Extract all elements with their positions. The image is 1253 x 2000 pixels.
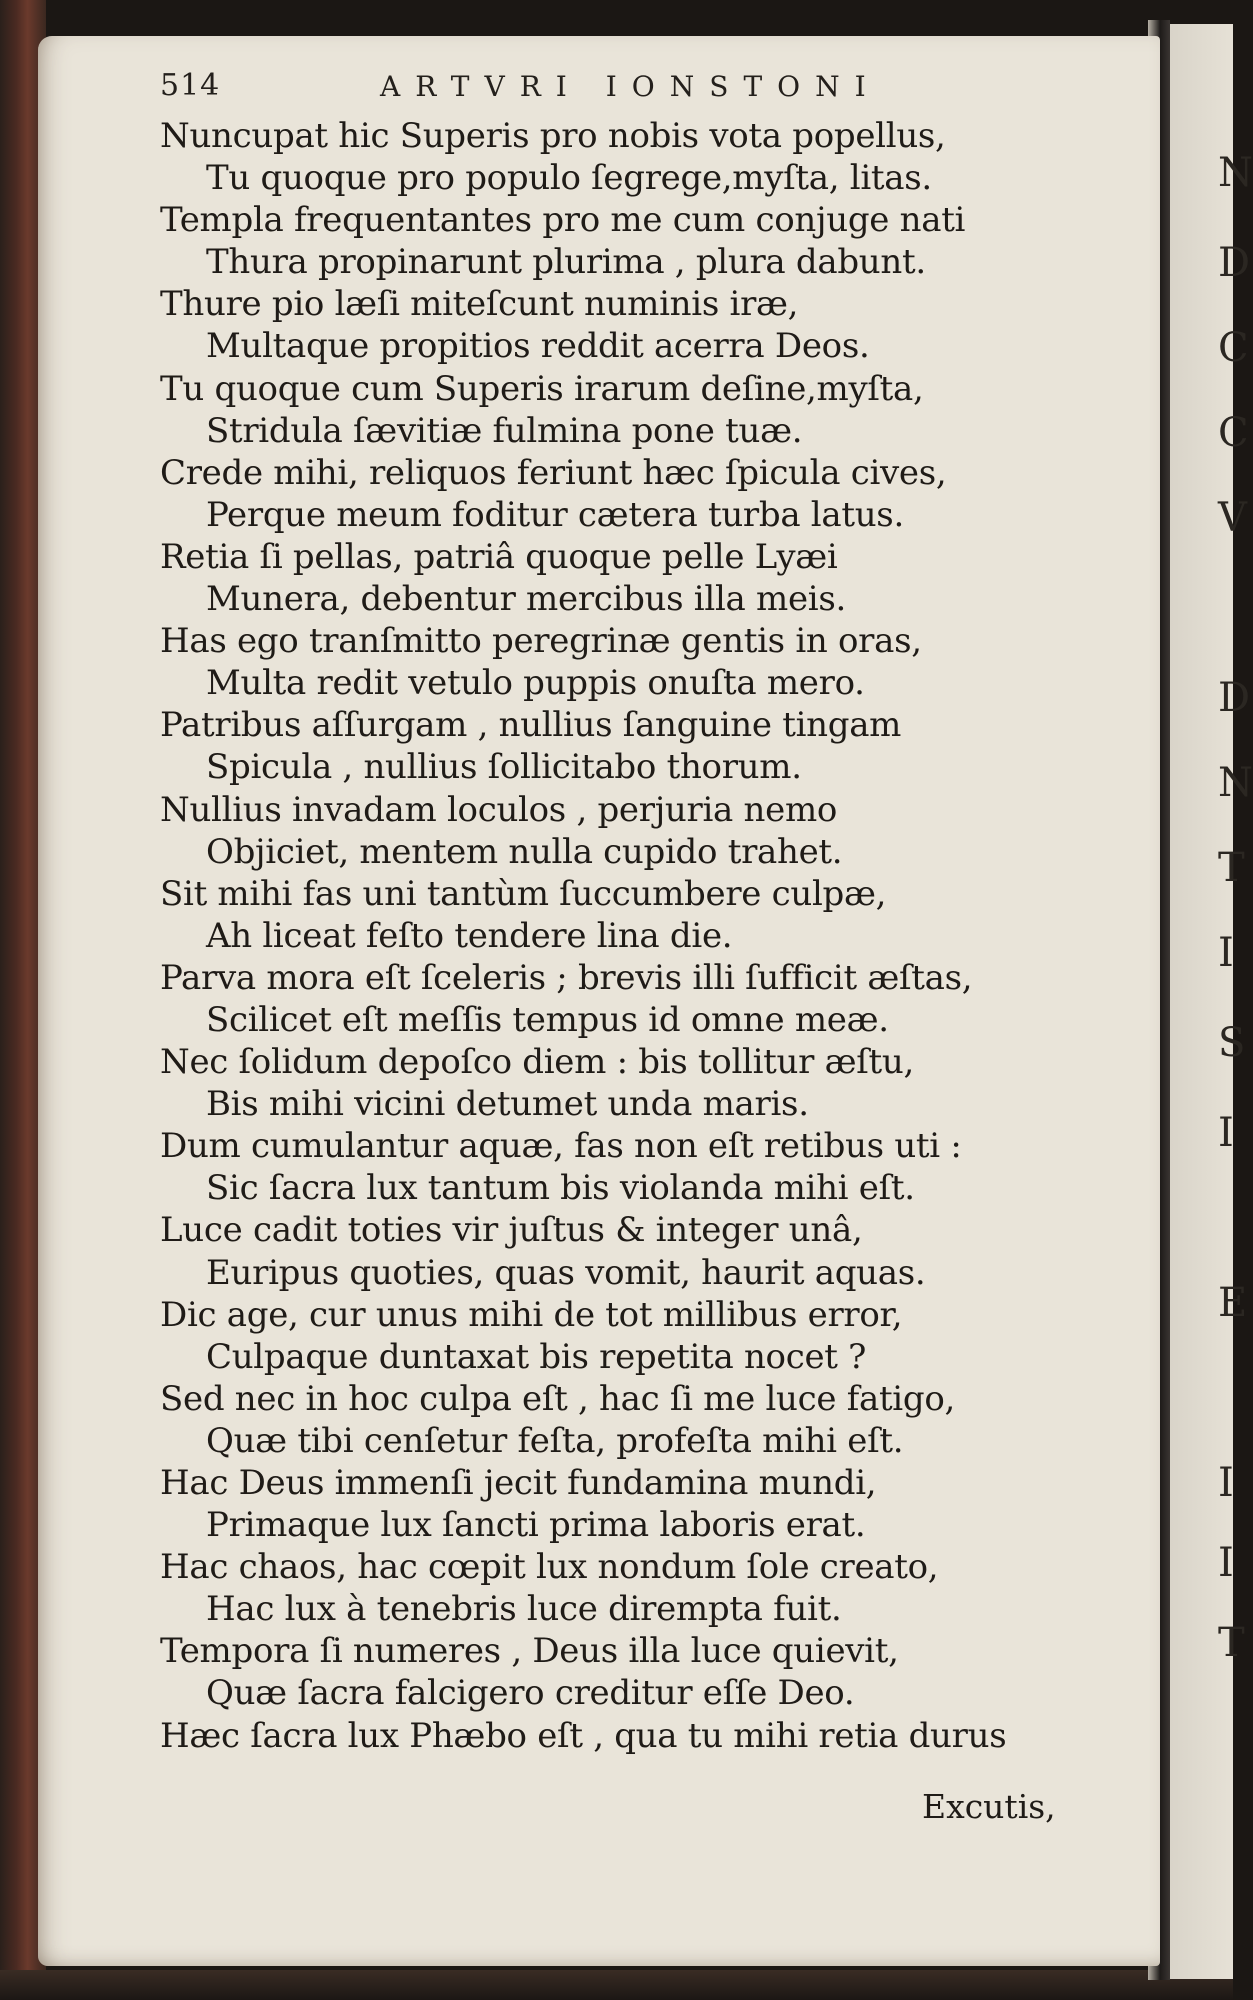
verse-line: Retia ſi pellas, patriâ quoque pelle Lyæi [160, 536, 838, 577]
book-cover-bottom-edge [0, 1970, 1233, 2000]
verse-line: Spicula , nullius ſollicitabo thorum. [206, 747, 802, 788]
facing-page-edge [1166, 24, 1233, 1979]
verse-line: Tu quoque cum Superis irarum deſine,myſta, [160, 368, 924, 409]
verse-line: Nuncupat hic Superis pro nobis vota popellus, [160, 116, 946, 156]
facing-page-letter: I [1218, 930, 1234, 976]
verse-line: Dum cumulantur aquæ, fas non eſt retibus uti : [160, 1126, 962, 1167]
facing-page-letter: S [1218, 1020, 1246, 1066]
verse-line: Nullius invadam loculos , perjuria nemo [160, 789, 838, 830]
verse-line: Hæc ſacra lux Phæbo eſt , qua tu mihi retia durus [160, 1715, 1007, 1756]
verse-line: Stridula ſævitiæ fulmina pone tuæ. [206, 410, 803, 451]
facing-page-letter: C [1218, 410, 1249, 456]
verse-line: Crede mihi, reliquos feriunt hæc ſpicula cives, [160, 452, 947, 493]
verse-line: Tu quoque pro populo ſegrege,myſta, litas. [206, 158, 932, 199]
verse-line: Multaque propitios reddit acerra Deos. [206, 326, 870, 367]
verse-line: Bis mihi vicini detumet unda maris. [206, 1084, 809, 1125]
verse-line: Sic ſacra lux tantum bis violanda mihi eſt. [206, 1168, 915, 1209]
verse-line: Has ego tranſmitto peregrinæ gentis in oras, [160, 621, 922, 662]
running-title: ARTVRI IONSTONI [380, 70, 881, 103]
verse-line: Euripus quoties, quas vomit, haurit aquas. [206, 1252, 926, 1293]
poem-text [160, 115, 1090, 1757]
facing-page-letter: V [1218, 495, 1247, 541]
facing-page-letter: I [1218, 1540, 1234, 1586]
verse-line: Templa frequentantes pro me cum conjuge nati [160, 200, 966, 241]
page-number: 514 [160, 68, 221, 103]
verse-line: Primaque lux ſancti prima laboris erat. [206, 1505, 866, 1546]
verse-line: Munera, debentur mercibus illa meis. [206, 579, 846, 620]
facing-page-letter: N [1218, 150, 1253, 196]
facing-page-letter: E [1218, 1280, 1248, 1326]
page-header [160, 68, 950, 108]
verse-line: Perque meum foditur cætera turba latus. [206, 494, 904, 535]
verse-line: Parva mora eſt ſceleris ; brevis illi ſufficit æſtas, [160, 957, 973, 998]
verse-line: Dic age, cur unus mihi de tot millibus error, [160, 1294, 903, 1335]
facing-page-letter: N [1218, 760, 1253, 806]
catchword: Excutis, [922, 1787, 1056, 1826]
verse-line: Culpaque duntaxat bis repetita nocet ? [206, 1336, 867, 1377]
facing-page-letter: C [1218, 325, 1249, 371]
facing-page-letter: I [1218, 1110, 1234, 1156]
verse-line: Luce cadit toties vir juſtus & integer unâ, [160, 1210, 863, 1251]
verse-line: Quæ tibi cenſetur feſta, profeſta mihi eſt. [206, 1420, 904, 1461]
verse-line: Quæ ſacra falcigero creditur eſſe Deo. [206, 1673, 855, 1714]
verse-line: Objiciet, mentem nulla cupido trahet. [206, 831, 843, 872]
verse-line: Sit mihi fas uni tantùm ſuccumbere culpæ, [160, 873, 887, 914]
facing-page-letter: D [1218, 675, 1251, 721]
facing-page-letter: I [1218, 1460, 1234, 1506]
verse-line: Sed nec in hoc culpa eſt , hac ſi me luce fatigo, [160, 1378, 956, 1419]
verse-line: Nec ſolidum depoſco diem : bis tollitur æſtu, [160, 1042, 915, 1083]
verse-line: Patribus aſſurgam , nullius ſanguine tingam [160, 705, 902, 746]
verse-line: Tempora ſi numeres , Deus illa luce quievit, [160, 1631, 899, 1672]
verse-line: Hac Deus immenſi jecit fundamina mundi, [160, 1463, 877, 1503]
verse-line: Ah liceat feſto tendere lina die. [206, 915, 733, 956]
facing-page-letter: T [1218, 1620, 1245, 1666]
facing-page-letter: D [1218, 240, 1251, 286]
facing-page-letter: T [1218, 845, 1245, 891]
verse-line: Multa redit vetulo puppis onuſta mero. [206, 663, 865, 704]
verse-line: Thure pio læſi miteſcunt numinis iræ, [160, 284, 799, 325]
verse-line: Hac chaos, hac cœpit lux nondum ſole creato, [160, 1547, 939, 1588]
verse-line: Hac lux à tenebris luce dirempta fuit. [206, 1589, 842, 1630]
verse-line: Thura propinarunt plurima , plura dabunt. [206, 242, 926, 283]
verse-line: Scilicet eſt meſſis tempus id omne meæ. [206, 999, 889, 1040]
